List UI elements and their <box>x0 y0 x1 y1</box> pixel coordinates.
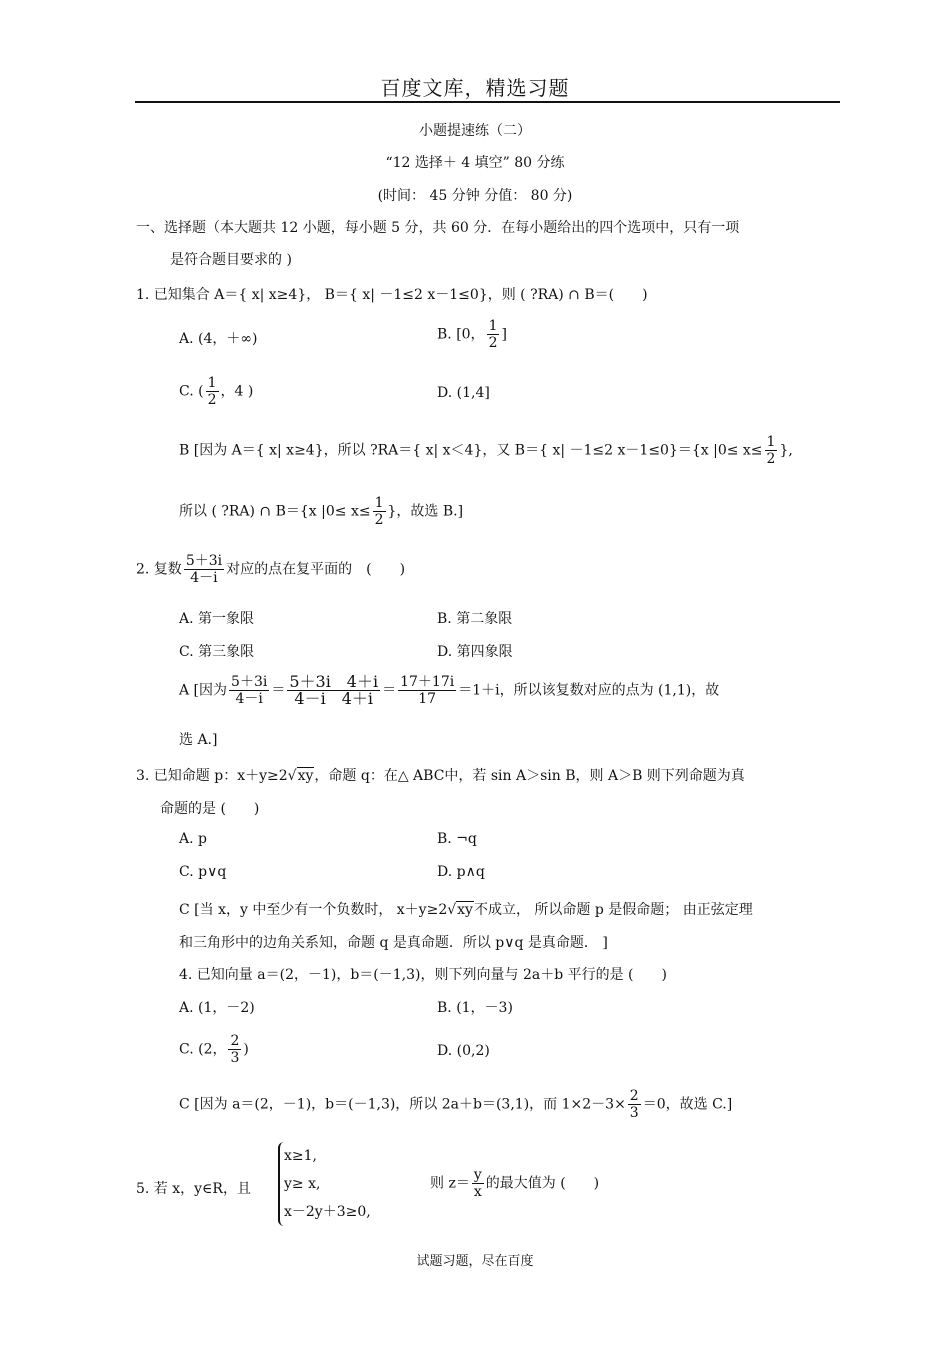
q4-option-c: C. (2， $\frac{2}{3}$ ) <box>179 1033 249 1066</box>
q4-stem: 4. 已知向量 a＝(2，－1)，b＝(－1,3)，则下列向量与 2a＋b 平行的是 ( ) <box>179 967 667 983</box>
q4-option-b: B. (1，－3) <box>437 1000 513 1016</box>
q2-option-d: D. 第四象限 <box>437 644 513 660</box>
q1-option-a: A. (4，＋∞) <box>179 331 258 347</box>
q3-answer-line2: 和三角形中的边角关系知，命题 q 是真命题．所以 p∨q 是真命题． ] <box>179 935 608 951</box>
q3-option-b: B. ¬q <box>437 831 477 847</box>
q2-option-a: A. 第一象限 <box>179 611 255 627</box>
q5-constraint-2: y≥ x, <box>284 1176 321 1192</box>
q1-option-c: C. ( $\frac{1}{2}$ ，4 ) <box>179 375 254 408</box>
q3-answer-line1: C [当 x，y 中至少有一个负数时， x＋y≥2√xy不成立， 所以命题 p 是假命题； 由正弦定理 <box>179 902 753 918</box>
q3-stem-line1: 3. 已知命题 p：x＋y≥2√xy，命题 q：在△ ABC中，若 sin A＞sin B，则 A＞B 则下列命题为真 <box>136 768 745 784</box>
q3-option-a: A. p <box>179 831 207 847</box>
q4-answer: C [因为 a＝(2，－1)，b＝(－1,3)，所以 2a＋b＝(3,1)，而 1×2－3× $\frac{2}{3}$ ＝0，故选 C.] <box>179 1088 733 1121</box>
q4-option-d: D. (0,2) <box>437 1043 490 1059</box>
q5-constraint-3: x－2y＋3≥0, <box>284 1204 371 1220</box>
q5-constraint-system <box>278 1142 371 1226</box>
q2-answer-line1: A [因为 $\frac{5+3i}{4-i}$ ＝ $\frac{5+3i 4+i}{4-i 4+i}$ ＝ $\frac{17+17i}{17}$ ＝1＋i，所以该复数对应的点为 (1,1)，故 <box>179 672 720 708</box>
q2-answer-line2: 选 A.] <box>179 732 218 748</box>
q2-option-c: C. 第三象限 <box>179 644 255 660</box>
q1-stem: 1. 已知集合 A＝{ x| x≥4}， B＝{ x| －1≤2 x－1≤0}，则 ( ?RA) ∩ B＝( ) <box>136 287 648 303</box>
time-info: (时间： 45 分钟 分值： 80 分) <box>377 188 573 204</box>
q1-option-b: B. [0， $\frac{1}{2}$ ] <box>437 318 507 351</box>
q5-constraint-1: x≥1, <box>284 1148 317 1164</box>
header-rule <box>135 101 840 103</box>
q2-option-b: B. 第二象限 <box>437 611 513 627</box>
q3-option-d: D. p∧q <box>437 864 485 880</box>
page-header: 百度文库，精选习题 <box>380 76 570 100</box>
q5-stem-tail: 则 z＝ $\frac{y}{x}$ 的最大值为 ( ) <box>430 1167 600 1200</box>
section-heading-cont: 是符合题目要求的 ) <box>170 252 292 268</box>
q3-stem-line2: 命题的是 ( ) <box>160 801 260 817</box>
q4-option-a: A. (1，－2) <box>179 1000 255 1016</box>
q2-stem: 2. 复数 $\frac{5+3i}{4-i}$ 对应的点在复平面的 ( ) <box>136 553 406 586</box>
section-heading: 一、选择题（本大题共 12 小题，每小题 5 分，共 60 分．在每小题给出的四个选项中，只有一项 <box>136 220 740 236</box>
page-footer: 试题习题，尽在百度 <box>416 1254 534 1269</box>
doc-title: 小题提速练（二） <box>419 123 531 139</box>
q3-option-c: C. p∨q <box>179 864 227 880</box>
doc-subtitle: “12 选择＋ 4 填空” 80 分练 <box>385 155 565 171</box>
q1-option-d: D. (1,4] <box>437 385 490 401</box>
q1-answer-line2: 所以 ( ?RA) ∩ B＝{x |0≤ x≤ $\frac{1}{2}$ }，故选 B.] <box>179 495 464 528</box>
q1-answer-line1: B [因为 A＝{ x| x≥4}，所以 ?RA＝{ x| x＜4}，又 B＝{ x| －1≤2 x－1≤0}＝{x |0≤ x≤ $\frac{1}{2}$ }, <box>179 434 793 467</box>
q5-stem-lead: 5. 若 x，y∈R，且 <box>136 1181 251 1197</box>
